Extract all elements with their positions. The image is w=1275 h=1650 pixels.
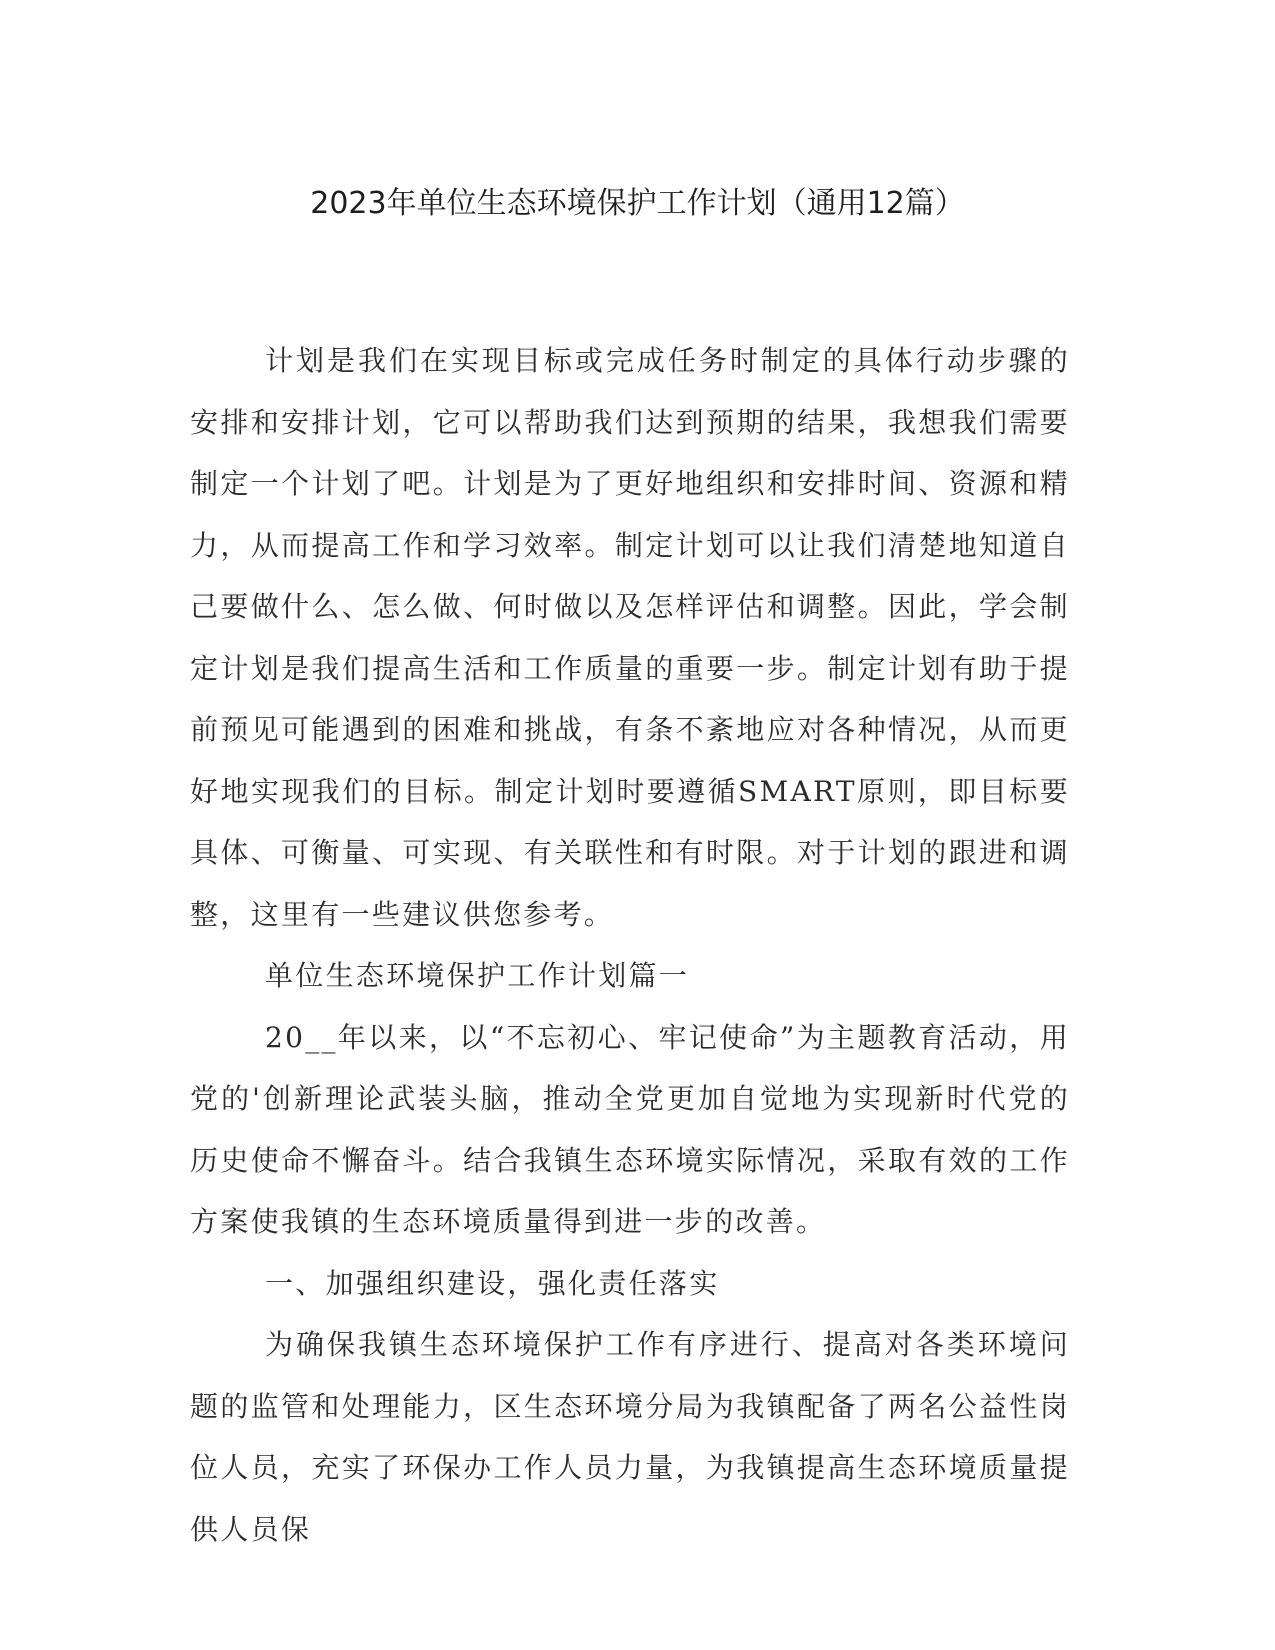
document-title: 2023年单位生态环境保护工作计划（通用12篇） <box>310 186 965 221</box>
body-paragraph: 20__年以来，以“不忘初心、牢记使命”为主题教育活动，用党的'创新理论武装头脑，推动全党更加自觉地为实现新时代党的历史使命不懈奋斗。结合我镇生态环境实际情况，采取有效的工作方案使我镇的生态环境质量得到进一步的改善。 <box>190 1020 1070 1238</box>
section-heading: 单位生态环境保护工作计划篇一 <box>265 959 690 992</box>
body-paragraph: 为确保我镇生态环境保护工作有序进行、提高对各类环境问题的监管和处理能力，区生态环境分局为我镇配备了两名公益性岗位人员，充实了环保办工作人员力量，为我镇提高生态环境质量提供人员保 <box>190 1328 1070 1546</box>
intro-paragraph: 计划是我们在实现目标或完成任务时制定的具体行动步骤的安排和安排计划，它可以帮助我们达到预期的结果，我想我们需要制定一个计划了吧。计划是为了更好地组织和安排时间、资源和精力，从而提高工作和学习效率。制定计划可以让我们清楚地知道自己要做什么、怎么做、何时做以及怎样评估和调整。因此，学会制定计划是我们提高生活和工作质量的重要一步。制定计划有助于提前预见可能遇到的困难和挑战，有条不紊地应对各种情况，从而更好地实现我们的目标。制定计划时要遵循SMART原则，即目标要具体、可衡量、可实现、有关联性和有时限。对于计划的跟进和调整，这里有一些建议供您参考。 <box>190 344 1070 931</box>
subsection-heading: 一、加强组织建设，强化责任落实 <box>265 1266 720 1300</box>
document-body <box>190 330 1070 1560</box>
